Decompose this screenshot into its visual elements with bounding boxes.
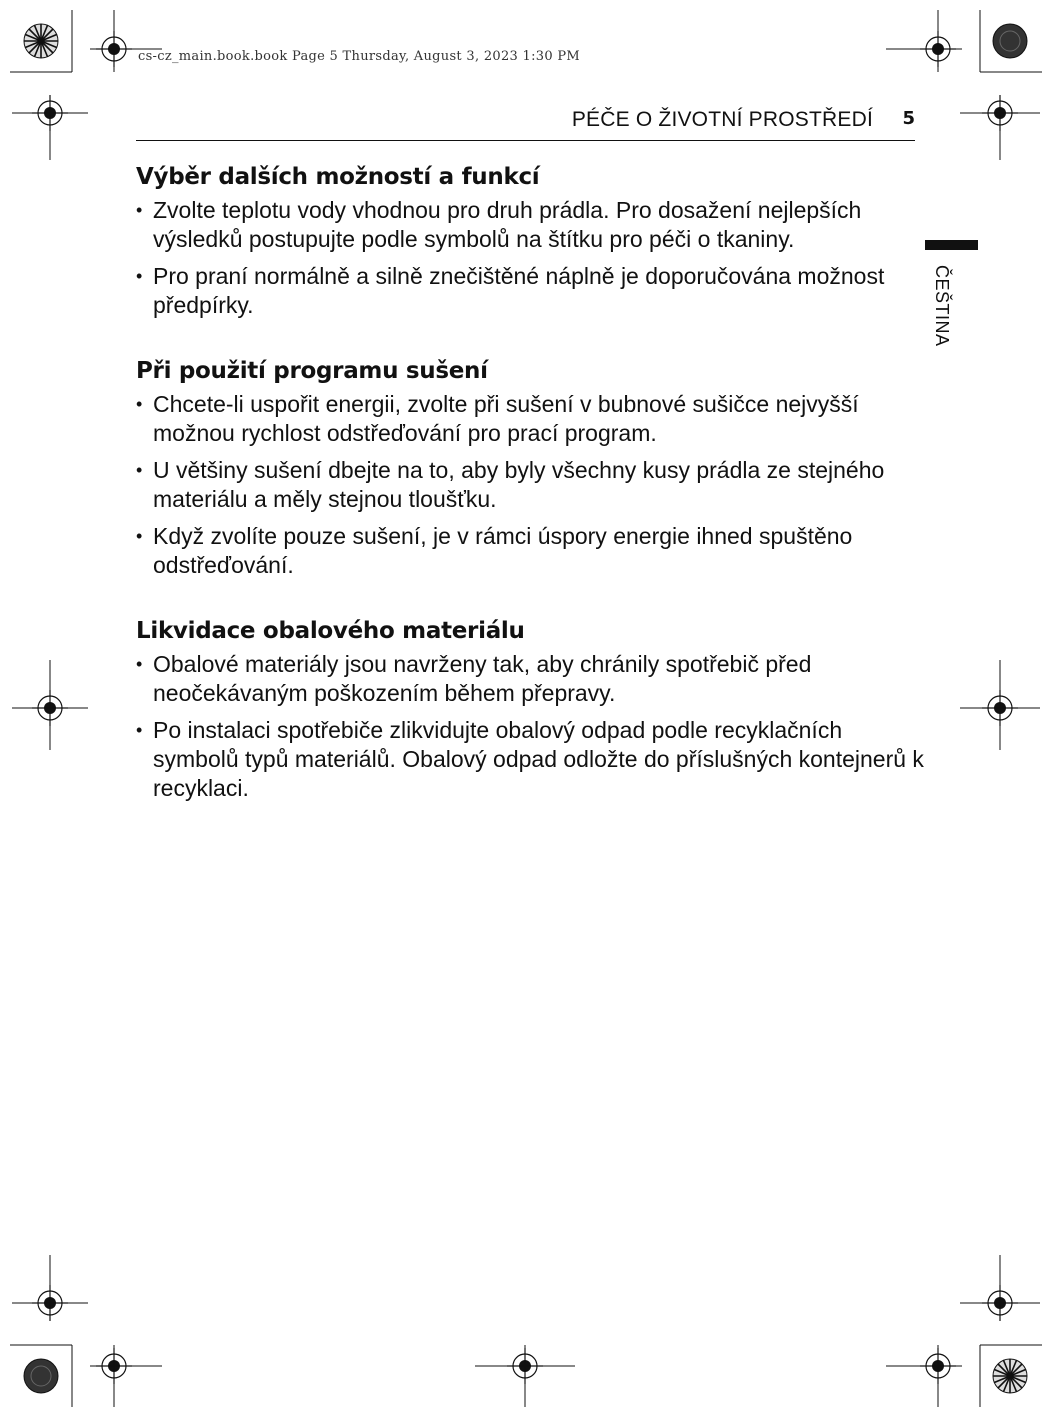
- language-tab-bar: [925, 240, 978, 250]
- section-heading: Likvidace obalového materiálu: [136, 618, 525, 644]
- print-slug-line: cs-cz_main.book.book Page 5 Thursday, August 3, 2023 1:30 PM: [138, 49, 581, 64]
- bullet-item: • Zvolte teplotu vody vhodnou pro druh prádla. Pro dosažení nejlepších výsledků postupujte podle symbolů na štítku pro péči o tkaniny.: [136, 196, 928, 254]
- header-title: PÉČE O ŽIVOTNÍ PROSTŘEDÍ: [571, 108, 873, 131]
- bullet-list: [136, 196, 926, 320]
- bullet-list: [136, 650, 926, 803]
- language-tab: ČEŠTINA: [932, 265, 952, 347]
- bullet-list: [136, 390, 926, 580]
- corner-star-mark: [24, 24, 58, 58]
- corner-solid-mark: [993, 24, 1027, 58]
- corner-solid-mark: [24, 1359, 58, 1393]
- running-header: [136, 106, 915, 141]
- section-heading: Při použití programu sušení: [136, 358, 488, 384]
- bullet-item: • Pro praní normálně a silně znečištěné náplně je doporučována možnost předpírky.: [136, 262, 928, 320]
- bullet-item: • U většiny sušení dbejte na to, aby byly všechny kusy prádla ze stejného materiálu a měly stejnou tloušťku.: [136, 456, 928, 514]
- section-heading: Výběr dalších možností a funkcí: [136, 164, 540, 190]
- bullet-item: • Chcete-li uspořit energii, zvolte při sušení v bubnové sušičce nejvyšší možnou rychlost odstřeďování pro prací program.: [136, 390, 928, 448]
- bullet-item: • Když zvolíte pouze sušení, je v rámci úspory energie ihned spuštěno odstřeďování.: [136, 522, 928, 580]
- section-packaging: [136, 618, 926, 803]
- bullet-item: • Obalové materiály jsou navrženy tak, aby chránily spotřebič před neočekávaným poškozením během přepravy.: [136, 650, 928, 708]
- corner-star-mark: [993, 1359, 1027, 1393]
- page-content: [136, 164, 926, 841]
- page-number: 5: [902, 108, 915, 129]
- bullet-item: • Po instalaci spotřebiče zlikvidujte obalový odpad podle recyklačních symbolů typů materiálů. Obalový odpad odložte do příslušných kontejnerů k recyklaci.: [136, 716, 928, 803]
- section-options: [136, 164, 926, 320]
- section-drying: [136, 358, 926, 580]
